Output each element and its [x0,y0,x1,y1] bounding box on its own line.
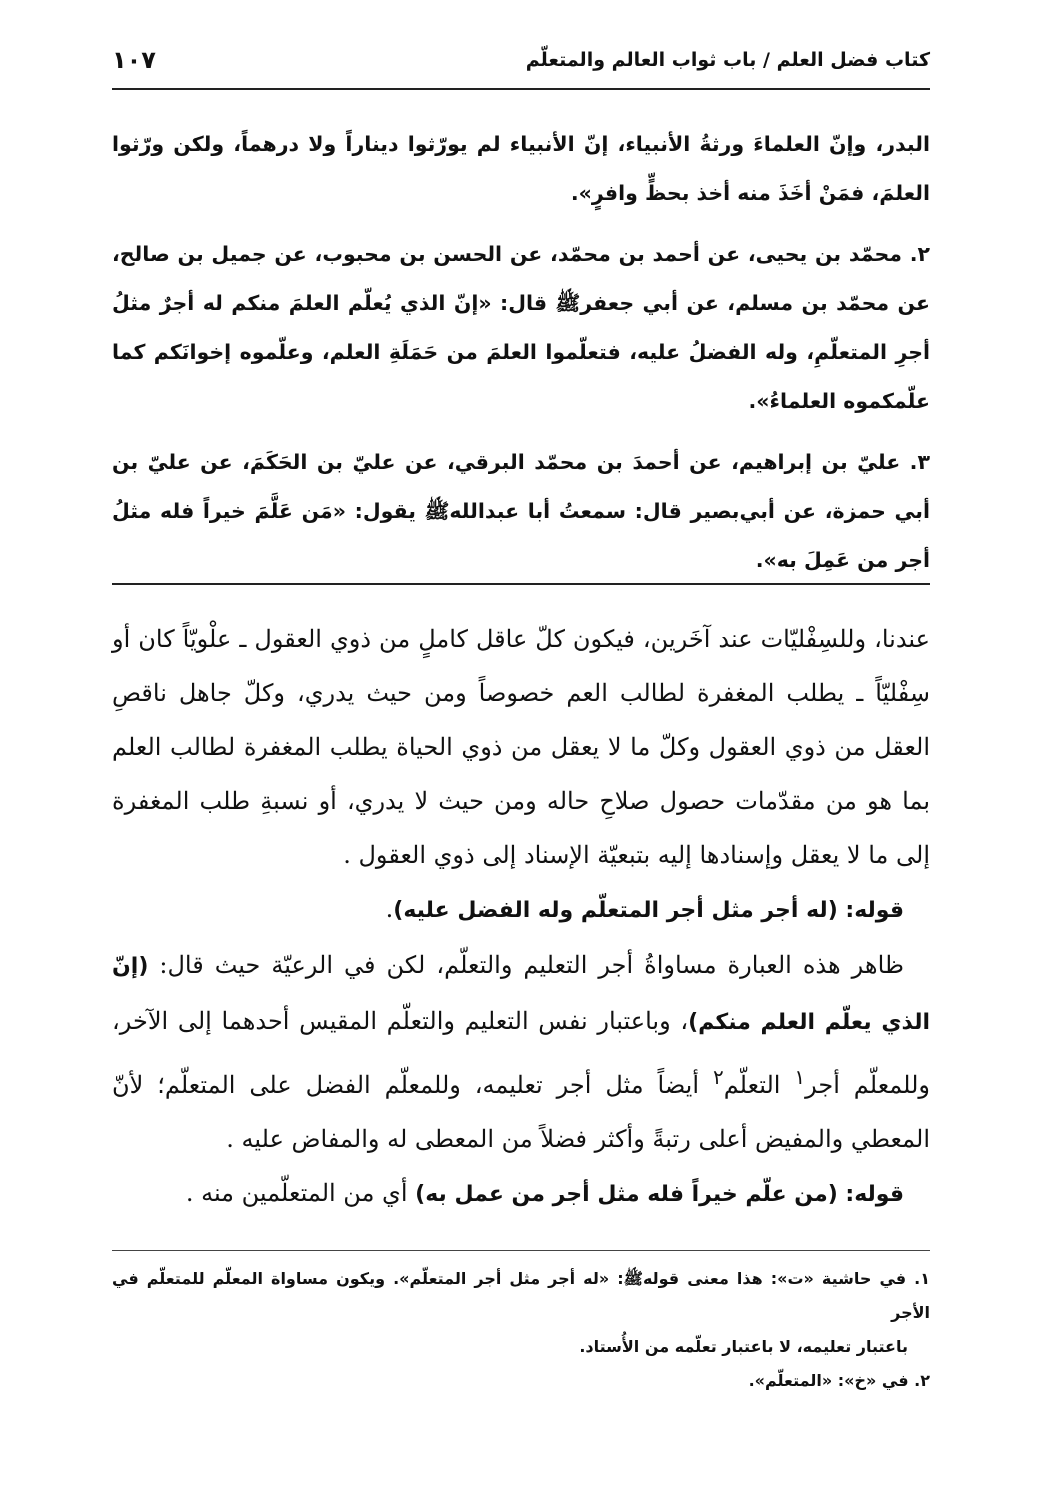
commentary-block [112,612,930,1222]
page-number: ١٠٧ [112,46,156,74]
hadith-paragraph: ٢. محمّد بن يحيى، عن أحمد بن محمّد، عن الحسن بن محبوب، عن جميل بن صالح، عن محمّد بن مسلم، عن أبي جعفرﷺ قال: «إنّ الذي يُعلّم العلمَ منكم له أجرٌ مثلُ أجرِ المتعلّمِ، وله الفضلُ عليه، فتعلّموا العلمَ من حَمَلَةِ العلم، وعلّموه إخوانَكم كما علّمكموه العلماءُ». [112,242,930,413]
footnote: ٢. في «خ»: «المتعلّم». [748,1371,930,1390]
qawl-paragraph [112,882,930,938]
hadith-paragraph: البدر، وإنّ العلماءَ ورثةُ الأنبياء، إنّ الأنبياء لم يورّثوا ديناراً ولا درهماً، ولكن ورّثوا العلمَ، فمَنْ أخَذَ منه أخذ بحظٍّ وافرٍ». [112,132,930,205]
commentary-paragraph: عندنا، وللسِفْليّات عند آخَرين، فيكون كلّ عاقل كاملٍ من ذوي العقول ـ علْويّاً كان أو سِفْليّاً ـ يطلب المغفرة لطالب العم خصوصاً ومن حيث يدري، وكلّ جاهل ناقصِ العقل من ذوي العقول وكلّ ما لا يعقل من ذوي الحياة يطلب المغفرة لطالب العلم بما هو من مقدّمات حصول صلاحِ حاله ومن حيث لا يدري، أو نسبةِ طلب المغفرة إلى ما لا يعقل وإسنادها إليه بتبعيّة الإسناد إلى ذوي العقول . [112,625,930,869]
qawl-quote: (من علّم خيراً فله مثل أجر من عمل به) [415,1182,838,1207]
commentary-text: أيضاً مثل أجر تعليمه، وللمعلّم الفضل على المتعلّم؛ لأنّ المعطي والمفيض أعلى رتبةً وأكثر فضلاً من المعطى له والمفاض عليه . [112,1071,930,1153]
qawl-label: قوله: [845,1182,904,1207]
commentary-text: ظاهر هذه العبارة مساواةُ أجر التعليم والتعلّم، لكن في الرعيّة حيث قال: [159,951,904,979]
qawl-end: . [385,895,394,923]
commentary-text: التعلّم [723,1071,795,1099]
commentary-paragraph [112,938,930,1166]
running-title: كتاب فضل العلم / باب ثواب العالم والمتعلّم [525,49,930,71]
hadith-text-block [112,120,930,597]
qawl-label: قوله: [845,898,904,923]
footnote-marker: ١ [794,1065,806,1089]
commentary-text: ، وباعتبار نفس التعليم والتعلّم المقيس أحدهما إلى الآخر، وللمعلّم أجر [112,1007,931,1099]
footnote: ١. في حاشية «ت»: هذا معنى قولهﷺ: «له أجر مثل أجر المتعلّم». ويكون مساواة المعلّم للمتعلّم في الأجر [112,1269,930,1322]
header-rule [112,88,930,90]
section-separator [112,583,930,585]
footnote-continuation: باعتبار تعليمه، لا باعتبار تعلّمه من الأُستاد. [579,1337,908,1356]
page-header [112,38,930,82]
qawl-paragraph [112,1166,930,1222]
qawl-quote: (له أجر مثل أجر المتعلّم وله الفضل عليه) [393,898,838,923]
footnote-marker: ٢ [712,1065,724,1089]
qawl-end: أي من المتعلّمين منه . [185,1179,416,1207]
footnotes-block [112,1262,930,1398]
quoted-phrase: (إنّ الذي يعلّم العلم منكم) [112,954,930,1035]
footnote-rule [112,1250,930,1251]
hadith-paragraph: ٣. عليّ بن إبراهيم، عن أحمدَ بن محمّد البرقي، عن عليّ بن الحَكَمَ، عن عليّ بن أبي حمزة، عن أبي‌بصير قال: سمعتُ أبا عبدالله‌ﷺ يقول: «مَن عَلَّمَ خيراً فله مثلُ أجر من عَمِلَ به». [112,450,930,572]
